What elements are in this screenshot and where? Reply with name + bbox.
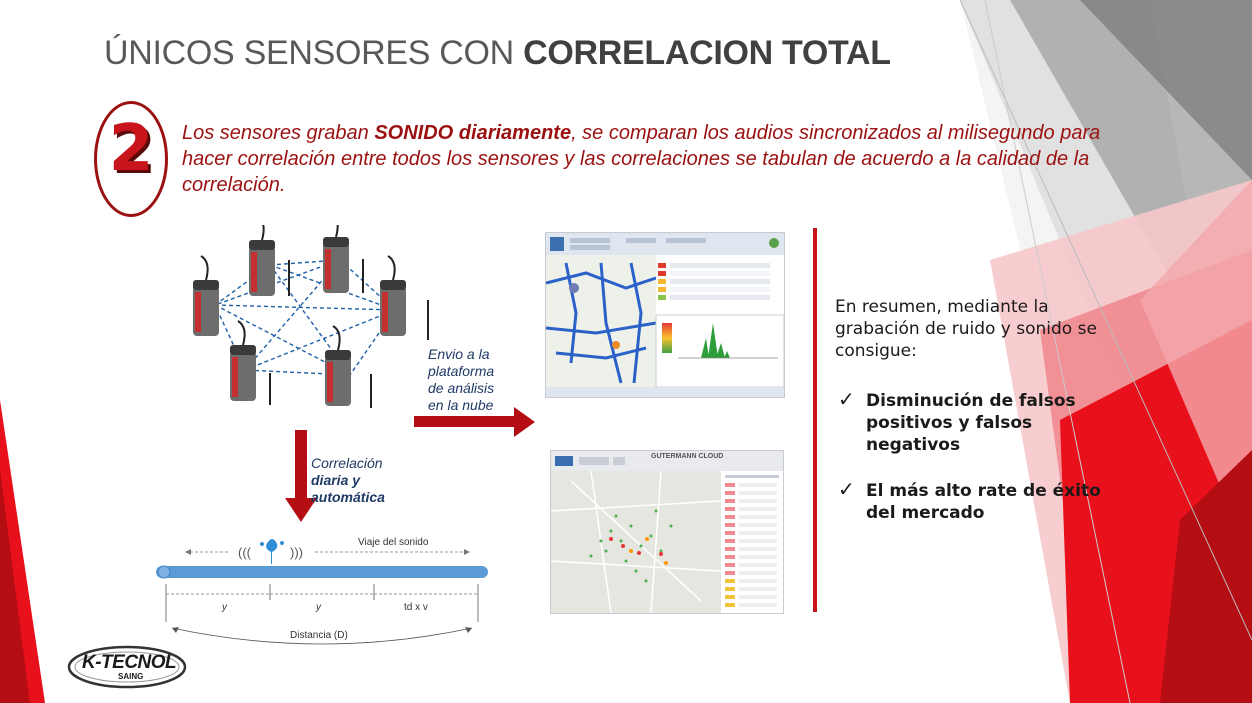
software-screenshot-drawing bbox=[546, 233, 784, 397]
step-number: 2 bbox=[108, 112, 154, 186]
desc-emphasis: SONIDO diariamente bbox=[374, 122, 572, 144]
svg-text:(((: ((( bbox=[238, 545, 251, 560]
check-icon: ✓ bbox=[838, 477, 855, 501]
slide-title: ÚNICOS SENSORES CON CORRELACION TOTAL bbox=[104, 34, 891, 72]
bullet-text: Disminución de falsos positivos y falsos negativos bbox=[866, 391, 1076, 455]
sensor-network-illustration bbox=[175, 225, 435, 420]
step-description: Los sensores graban SONIDO diariamente, se comparan los audios sincronizados al milisegundo para hacer correlación entre todos los sensores y las correlaciones se tabulan de acuerdo a la calidad de la correlación. bbox=[182, 122, 1101, 196]
sound-travel-label: Viaje del sonido bbox=[358, 537, 429, 548]
sensor-devices bbox=[193, 225, 428, 408]
cloud-app-title: GUTERMANN CLOUD bbox=[651, 453, 724, 460]
bullet-text: El más alto rate de éxito del mercado bbox=[866, 481, 1101, 523]
gutermann-cloud-screenshot bbox=[550, 450, 784, 614]
segment-label-y2: y bbox=[316, 602, 321, 613]
segment-label-y1: y bbox=[222, 602, 227, 613]
bullet-item bbox=[838, 387, 1098, 456]
pipe-sound-diagram bbox=[150, 530, 495, 650]
distance-label: Distancia (D) bbox=[290, 630, 348, 641]
section-divider bbox=[813, 228, 817, 612]
summary-text: En resumen, mediante la grabación de ruido y sonido se consigue: bbox=[835, 297, 1097, 361]
check-icon: ✓ bbox=[838, 387, 855, 411]
cloud-arrow-label: Envio a la plataforma de análisis en la nube bbox=[428, 346, 495, 413]
right-arrow-icon bbox=[414, 406, 536, 438]
logo-main-text: K-TECNOL bbox=[82, 652, 177, 673]
slide-title-bold: CORRELACION TOTAL bbox=[523, 34, 891, 72]
cloud-screenshot-drawing bbox=[551, 451, 783, 613]
correlation-label: Correlación diaria y automática bbox=[311, 455, 385, 505]
software-screenshot-map-chart bbox=[545, 232, 785, 398]
k-tecnol-logo bbox=[66, 644, 188, 690]
bullet-item bbox=[838, 477, 1101, 524]
segment-label-tdv: td x v bbox=[404, 602, 428, 613]
logo-sub-text: SAING bbox=[118, 672, 144, 681]
svg-text:))): ))) bbox=[290, 545, 303, 560]
